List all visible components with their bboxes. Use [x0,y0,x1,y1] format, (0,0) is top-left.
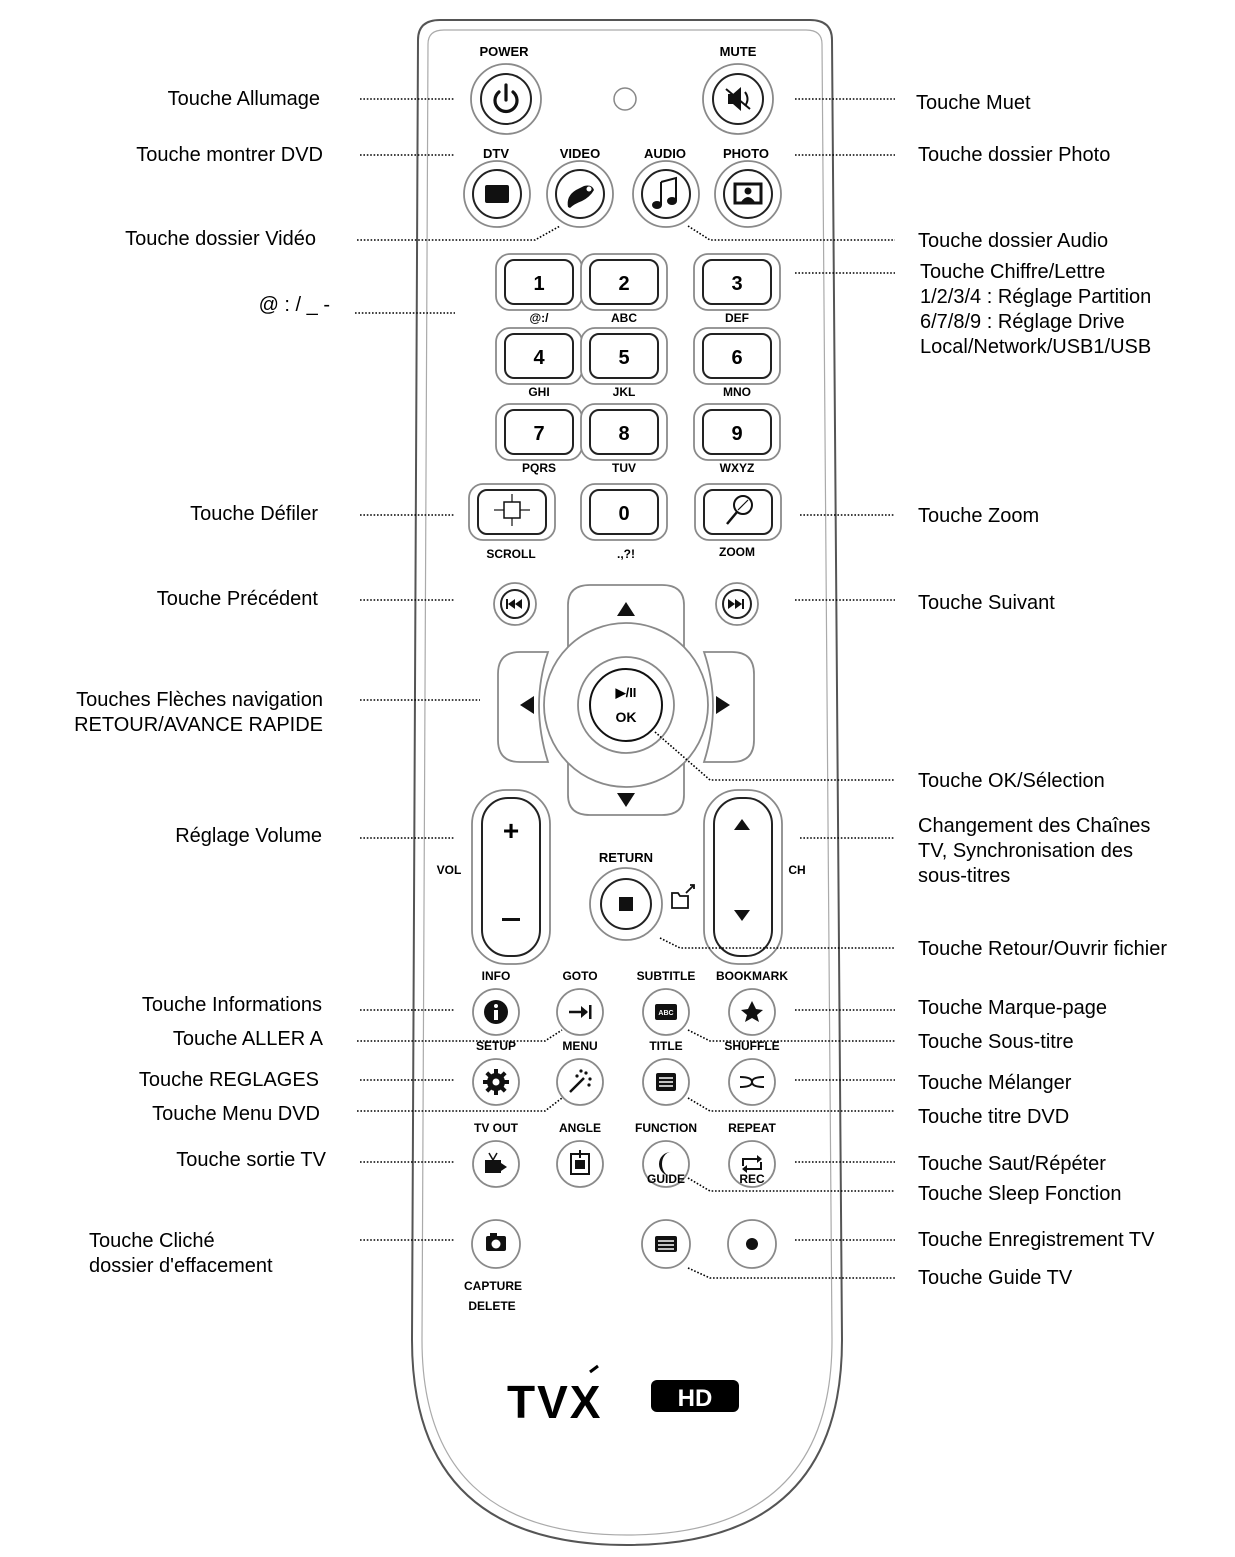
title-label: TITLE [649,1039,683,1053]
guide-button[interactable] [642,1220,690,1268]
tvout-label: TV OUT [474,1121,518,1135]
ann-dossier-video: Touche dossier Vidéo [125,228,316,250]
key-four-button[interactable] [496,328,582,384]
key-seven-label: 7 [533,423,545,445]
ann-suivant: Touche Suivant [918,592,1055,614]
ann-chaines-line2: TV, Synchronisation des [918,840,1133,862]
ann-chaines [918,814,1208,889]
key-two-letters: ABC [611,311,637,325]
ann-chaines-line1: Changement des Chaînes [918,815,1151,837]
menu-button[interactable] [557,1059,603,1105]
hd-badge: HD [677,1385,713,1412]
ann-chiffre-line3: 6/7/8/9 : Réglage Drive [920,311,1125,333]
key-eight-letters: TUV [612,461,636,475]
ok-label: OK [615,709,637,725]
dtv-button[interactable] [464,161,530,227]
key-four-letters: GHI [528,385,550,399]
ok-button[interactable] [590,669,662,741]
subtitle-icon-text: ABC [658,1010,674,1017]
play-pause-icon: ▶/II [615,685,637,700]
minus-icon [502,918,520,921]
ann-allumage: Touche Allumage [167,88,320,110]
ann-aller-a: Touche ALLER A [172,1028,323,1050]
return-button[interactable] [590,868,662,940]
ann-dossier-photo: Touche dossier Photo [918,144,1111,166]
video-button[interactable] [547,161,613,227]
ann-montrer-dvd: Touche montrer DVD [136,144,323,166]
key-five-letters: JKL [612,385,636,399]
key-nine-label: 9 [731,423,743,445]
ann-dossier-audio: Touche dossier Audio [918,230,1109,252]
key-eight-label: 8 [618,423,630,445]
ann-chiffre-line4: Local/Network/USB1/USB [920,336,1152,358]
stop-icon [619,897,633,911]
ann-cliche-line1: Touche Cliché [89,1230,215,1252]
ann-melanger: Touche Mélanger [918,1072,1072,1094]
function-label: FUNCTION [635,1121,697,1135]
channel-rocker[interactable] [704,790,782,964]
setup-label: SETUP [475,1039,517,1053]
return-label: RETURN [598,850,654,865]
key-one-button[interactable] [496,254,582,310]
ann-informations: Touche Informations [141,994,322,1016]
ann-cliche-line2: dossier d'effacement [89,1255,273,1277]
key-five-button[interactable] [581,328,667,384]
key-one-letters: @:/ [529,311,549,325]
subtitle-button[interactable] [643,989,689,1035]
ann-fleches-line1: Touches Flèches navigation [76,689,323,711]
key-three-letters: DEF [725,311,749,325]
video-label: VIDEO [559,146,601,161]
ann-volume: Réglage Volume [175,825,322,847]
rec-label: REC [739,1172,765,1186]
ann-retour-fichier: Touche Retour/Ouvrir fichier [918,938,1167,960]
ann-fleches [74,688,323,738]
ann-titre-dvd: Touche titre DVD [918,1106,1070,1128]
angle-label: ANGLE [559,1121,601,1135]
key-zero-button[interactable] [581,484,667,540]
vol-label: VOL [436,863,462,877]
ann-defiler: Touche Défiler [190,503,318,525]
key-eight-button[interactable] [581,404,667,460]
title-list-icon [656,1073,676,1091]
ann-chiffre-line2: 1/2/3/4 : Réglage Partition [920,286,1152,308]
goto-button[interactable] [557,989,603,1035]
key-nine-letters: WXYZ [719,461,755,475]
scroll-button[interactable] [469,484,555,540]
info-icon [484,1000,508,1024]
key-one-label: 1 [533,273,545,295]
ann-zoom: Touche Zoom [918,505,1040,527]
power-label: POWER [479,44,529,59]
ann-enregistrement: Touche Enregistrement TV [918,1229,1155,1251]
rec-button[interactable] [728,1220,776,1268]
ann-marque-page: Touche Marque-page [918,997,1108,1019]
key-four-label: 4 [533,347,545,369]
guide-label: GUIDE [646,1172,686,1186]
photo-label: PHOTO [723,146,769,161]
key-six-label: 6 [731,347,743,369]
bookmark-label: BOOKMARK [716,969,788,983]
power-button[interactable] [471,64,541,134]
audio-label: AUDIO [644,146,686,161]
repeat-label: REPEAT [728,1121,776,1135]
photo-button[interactable] [715,161,781,227]
key-six-letters: MNO [723,385,751,399]
ch-label: CH [788,863,806,877]
title-button[interactable] [643,1059,689,1105]
volume-rocker[interactable] [472,790,550,964]
zoom-label: ZOOM [719,545,755,559]
next-button[interactable] [716,583,758,625]
key-nine-button[interactable] [694,404,780,460]
ann-chaines-line3: sous-titres [918,865,1011,887]
ann-cliche [89,1229,273,1279]
scroll-label: SCROLL [486,547,536,561]
key-three-button[interactable] [694,254,780,310]
zoom-button[interactable] [695,484,781,540]
key-six-button[interactable] [694,328,780,384]
angle-button[interactable] [557,1141,603,1187]
key-three-label: 3 [731,273,743,295]
gear-icon [483,1069,509,1095]
goto-label: GOTO [562,969,598,983]
ann-precedent: Touche Précédent [156,588,318,610]
subtitle-label: SUBTITLE [636,969,696,983]
ann-symbols: @ : / _ - [258,294,330,316]
capture-label: CAPTURE [463,1279,523,1293]
led-indicator [614,88,636,110]
delete-label: DELETE [468,1299,516,1313]
record-dot-icon [746,1238,758,1250]
info-button[interactable] [473,989,519,1035]
key-two-label: 2 [618,273,630,295]
info-label: INFO [481,969,511,983]
key-zero-letters: .,?! [617,547,635,561]
key-seven-letters: PQRS [521,461,557,475]
ann-ok-selection: Touche OK/Sélection [918,770,1105,792]
ann-fleches-line2: RETOUR/AVANCE RAPIDE [74,714,323,736]
ann-sortie-tv: Touche sortie TV [176,1149,326,1171]
ann-muet: Touche Muet [916,92,1031,114]
shuffle-button[interactable] [729,1059,775,1105]
previous-button[interactable] [494,583,536,625]
ann-chiffre-line1: Touche Chiffre/Lettre [920,261,1106,283]
ann-sleep: Touche Sleep Fonction [918,1183,1122,1205]
guide-list-icon [655,1236,677,1252]
ann-guide-tv: Touche Guide TV [918,1267,1073,1289]
key-zero-label: 0 [618,503,630,525]
plus-icon: + [502,815,520,846]
dtv-icon [485,185,509,203]
audio-button[interactable] [633,161,699,227]
bookmark-button[interactable] [729,989,775,1035]
menu-label: MENU [562,1039,598,1053]
setup-button[interactable] [473,1059,519,1105]
brand-logo: TVX [507,1376,603,1428]
dtv-label: DTV [483,146,509,161]
key-two-button[interactable] [581,254,667,310]
ann-chiffre [920,260,1151,360]
key-five-label: 5 [618,347,630,369]
capture-button[interactable] [472,1220,520,1268]
ann-saut-repeter: Touche Saut/Répéter [918,1153,1106,1175]
mute-button[interactable] [703,64,773,134]
key-seven-button[interactable] [496,404,582,460]
ann-sous-titre: Touche Sous-titre [918,1031,1074,1053]
ann-menu-dvd: Touche Menu DVD [152,1103,320,1125]
shuffle-label: SHUFFLE [724,1039,780,1053]
mute-label: MUTE [719,44,757,59]
ann-reglages: Touche REGLAGES [138,1069,319,1091]
tvout-button[interactable] [473,1141,519,1187]
